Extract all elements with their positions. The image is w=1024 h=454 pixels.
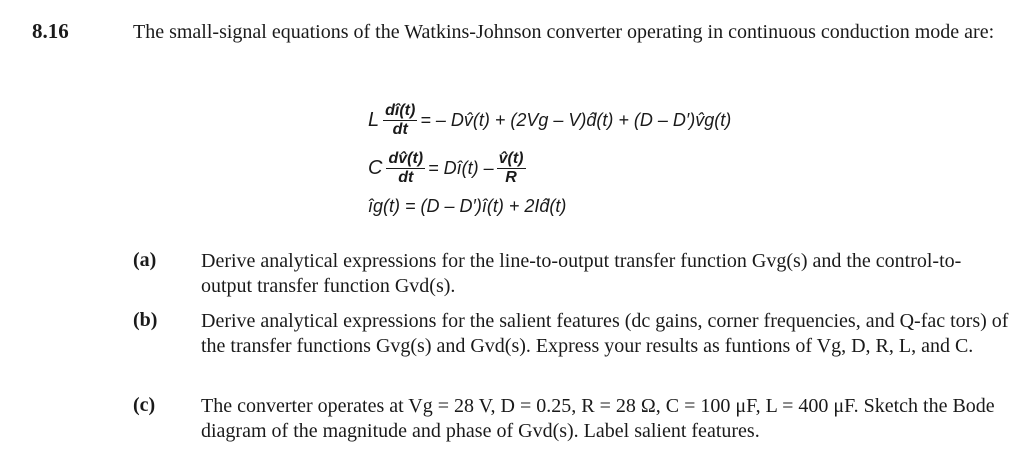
part-c-label: (c)	[133, 394, 156, 416]
eq2-denominator-2: R	[505, 169, 517, 186]
eq1-numerator: dî(t)	[385, 102, 416, 119]
eq2-denominator: dt	[398, 169, 414, 186]
problem-number: 8.16	[32, 19, 69, 43]
part-c-text: The converter operates at Vg = 28 V, D = 0.25, R = 28 Ω, C = 100 μF, L = 400 μF. Sketch the Bode diagram of the magnitude and phase of Gvd(s). Label salient features.	[201, 395, 995, 442]
eq1-denominator: dt	[392, 121, 408, 138]
part-b-text: Derive analytical expressions for the salient features (dc gains, corner frequencies, and Q-fac tors) of the transfer functions Gvg(s) and Gvd(s). Express your results as funtions of Vg, D, R, L, and C.	[201, 310, 1009, 357]
part-b-label: (b)	[133, 309, 158, 331]
eq2-numerator-2: v̂(t)	[498, 150, 524, 167]
part-a-text: Derive analytical expressions for the line-to-output transfer function Gvg(s) and the control-to-output transfer function Gvd(s).	[201, 250, 962, 297]
equation-2	[368, 150, 529, 187]
equation-3	[368, 196, 566, 217]
eq1-rhs: = – Dv̂(t) + (2Vg – V)d̂(t) + (D – D′)v̂g(t)	[420, 110, 732, 130]
part-a-label: (a)	[133, 249, 157, 271]
eq3-text: îg(t) = (D – D′)î(t) + 2Id̂(t)	[368, 196, 567, 216]
eq2-numerator: dv̂(t)	[388, 150, 424, 167]
eq2-coefficient: C	[368, 157, 383, 179]
eq2-fraction-2	[497, 150, 526, 187]
eq2-rhs: = Dî(t) –	[428, 158, 494, 178]
eq1-fraction	[383, 102, 417, 139]
eq2-fraction	[386, 150, 425, 187]
problem-intro: The small-signal equations of the Watkins-Johnson converter operating in continuous conduction mode are:	[133, 21, 995, 43]
eq1-coefficient: L	[368, 109, 380, 131]
equation-1	[368, 102, 731, 139]
